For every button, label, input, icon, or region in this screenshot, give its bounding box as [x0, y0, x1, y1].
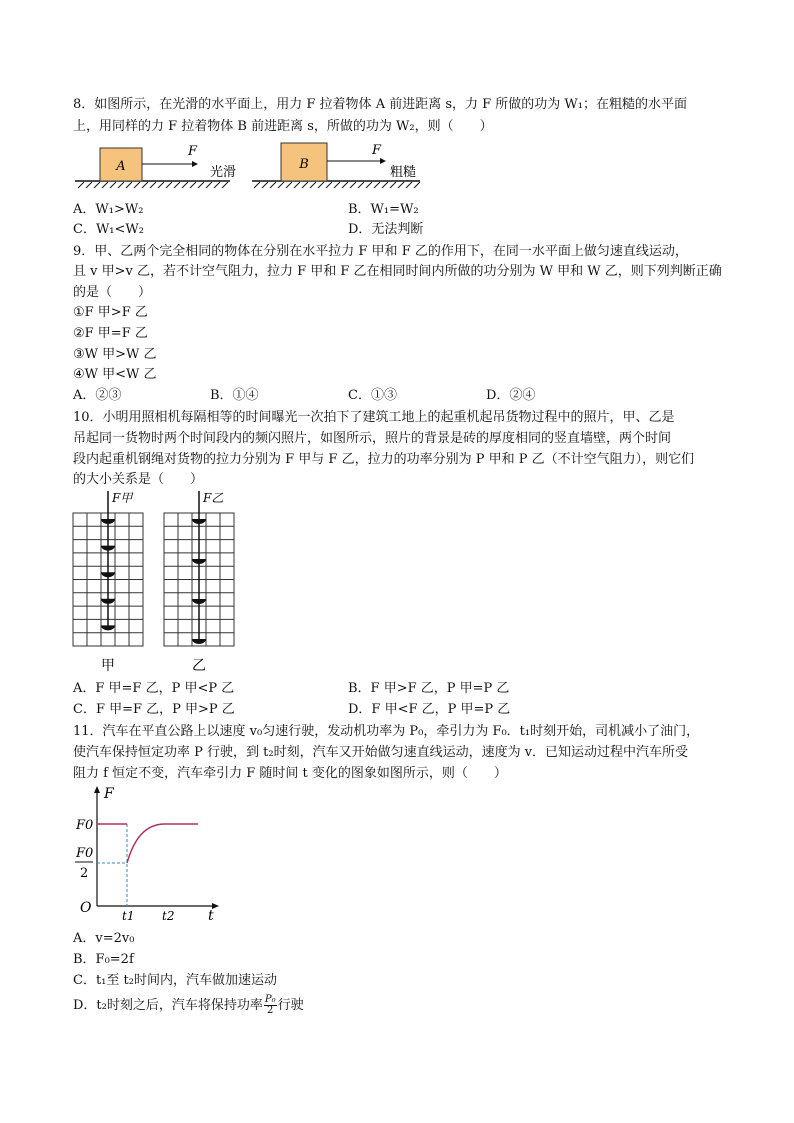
- q10-figure: [70, 488, 245, 678]
- q11-option-d: [73, 995, 304, 1016]
- q9-line-3: 的是（ ）: [73, 285, 152, 300]
- q8-line-2: 上，用同样的力 F 拉着物体 B 前进距离 s，所做的功为 W₂，则（ ）: [73, 119, 493, 134]
- q8-hatch-left: [78, 182, 228, 188]
- q11-option-d-prefix: D．t₂时刻之后，汽车将保持功率: [73, 998, 263, 1013]
- t2-label: t2: [162, 909, 175, 923]
- q10-line-1: 10．小明用照相机每隔相等的时间曝光一次拍下了建筑工地上的起重机起吊货物过程中的照片，甲、乙是: [73, 410, 675, 425]
- q9-option-c: C．①③: [348, 388, 397, 403]
- q10-option-a: A．F 甲=F 乙，P 甲<P 乙: [73, 681, 235, 696]
- q11-option-d-den: 2: [267, 1005, 274, 1016]
- q9-line-2: 且 v 甲>v 乙，若不计空气阻力，拉力 F 甲和 F 乙在相同时间内所做的功分别为 W 甲和 W 乙，则下列判断正确: [73, 264, 722, 279]
- q8-option-b: B．W₁=W₂: [348, 202, 419, 217]
- q10-option-c: C．F 甲=F 乙，P 甲>P 乙: [73, 702, 235, 717]
- label-yi: 乙: [192, 658, 206, 674]
- q11-option-d-suffix: 行驶: [277, 998, 304, 1013]
- block-a-label: A: [116, 159, 126, 174]
- q9-line-1: 9．甲、乙两个完全相同的物体在分别在水平拉力 F 甲和 F 乙的作用下，在同一水平面上做匀速直线运动，: [73, 244, 688, 259]
- f0-half-num: F0: [76, 846, 94, 861]
- origin-label: O: [80, 900, 92, 916]
- q10-line-4: 的大小关系是（ ）: [73, 472, 204, 487]
- y-axis-label: F: [104, 786, 114, 802]
- q11-line-3: 阻力 f 恒定不变，汽车牵引力 F 随时间 t 变化的图象如图所示，则（ ）: [73, 766, 507, 781]
- f0-half-den: 2: [80, 866, 89, 881]
- force-label-b: F: [372, 143, 382, 158]
- q8-option-d: D．无法判断: [348, 222, 424, 237]
- x-axis-label: t: [208, 908, 214, 924]
- q11-option-d-num: P₀: [264, 994, 276, 1005]
- smooth-label: 光滑: [210, 165, 237, 180]
- q10-line-2: 吊起同一货物时两个时间段内的频闪照片，如图所示，照片的背景是砖的厚度相同的竖直墙壁，两个时间: [73, 431, 672, 446]
- q10-line-3: 段内起重机钢绳对货物的拉力分别为 F 甲与 F 乙，拉力的功率分别为 P 甲和 P 乙（不计空气阻力），则它们: [73, 452, 695, 467]
- q9-option-a: A．②③: [73, 388, 122, 403]
- t1-label: t1: [122, 909, 135, 923]
- q8-figure: [70, 140, 430, 198]
- q11-line-1: 11．汽车在平直公路上以速度 v₀匀速行驶，发动机功率为 P₀，牵引力为 F₀．t₁时刻开始，司机减小了油门，: [73, 724, 700, 739]
- q9-statement-2: ②F 甲=F 乙: [73, 326, 148, 341]
- q10-option-b: B．F 甲>F 乙，P 甲=P 乙: [348, 681, 510, 696]
- force-label-a: F: [188, 144, 198, 159]
- q11-option-b: B．F₀=2f: [73, 952, 134, 967]
- q11-graph: [70, 784, 230, 924]
- f-yi-label: F乙: [203, 491, 224, 505]
- q11-option-d-fraction: [264, 995, 277, 1016]
- q9-statement-1: ①F 甲>F 乙: [73, 305, 148, 320]
- q9-statement-4: ④W 甲<W 乙: [73, 367, 157, 382]
- q9-statement-3: ③W 甲>W 乙: [73, 347, 157, 362]
- block-b-label: B: [299, 157, 309, 172]
- q11-option-c: C．t₁至 t₂时间内，汽车做加速运动: [73, 973, 277, 988]
- q9-option-b: B．①④: [210, 388, 259, 403]
- q11-option-a: A．v=2v₀: [73, 931, 135, 946]
- q10-option-d: D．F 甲<F 乙，P 甲=P 乙: [348, 702, 511, 717]
- f-jia-label: F甲: [112, 491, 133, 505]
- q9-option-d: D．②④: [486, 388, 536, 403]
- q8-option-a: A．W₁>W₂: [73, 202, 144, 217]
- rough-label: 粗糙: [390, 165, 417, 180]
- f0-label: F0: [76, 818, 94, 833]
- label-jia: 甲: [101, 658, 115, 674]
- q8-option-c: C．W₁<W₂: [73, 222, 144, 237]
- force-curve: [97, 824, 198, 863]
- q8-line-1: 8．如图所示，在光滑的水平面上，用力 F 拉着物体 A 前进距离 s，力 F 所做的功为 W₁；在粗糙的水平面: [73, 97, 688, 112]
- q8-hatch-right: [254, 182, 420, 188]
- q11-line-2: 使汽车保持恒定功率 P 行驶，到 t₂时刻，汽车又开始做匀速直线运动，速度为 v．已知运动过程中汽车所受: [73, 745, 689, 760]
